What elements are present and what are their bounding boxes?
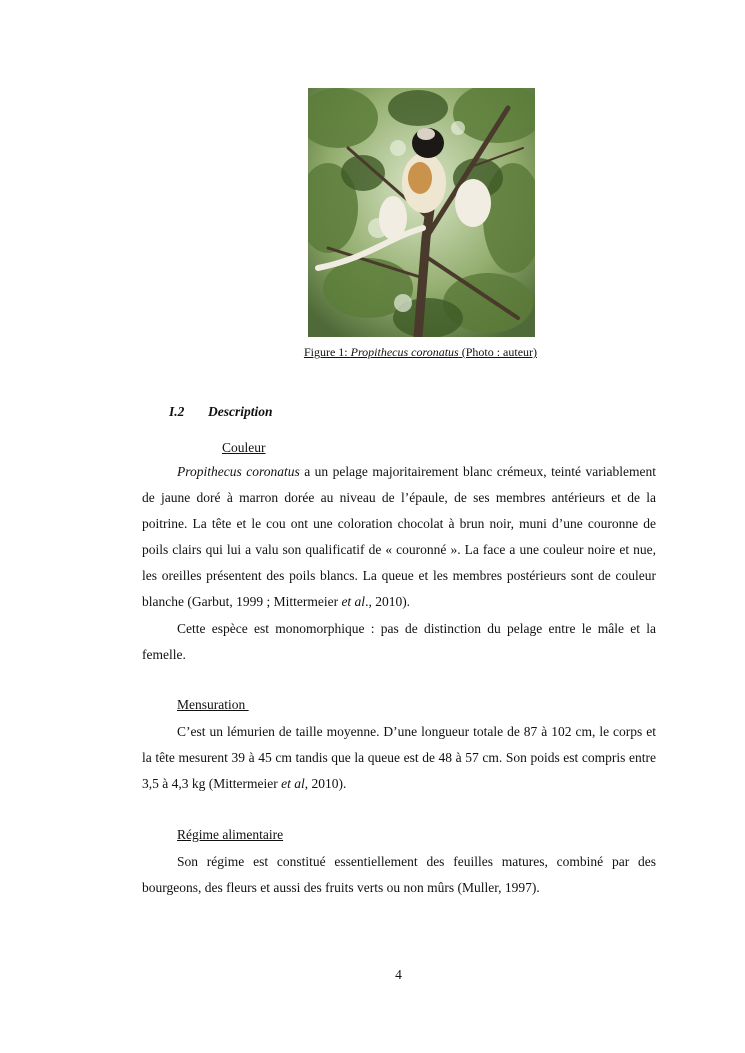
subheading-mensuration: Mensuration	[177, 697, 249, 712]
figure-photo-lemur	[308, 88, 535, 337]
paragraph-couleur	[142, 459, 656, 615]
couleur-text: a un pelage majoritairement blanc crémeux, teinté variablement de jaune doré à marron dorée au niveau de l’épaule, de ses membres antérieurs et de la poitrine. La tête et le cou ont une coloration chocolat à brun noir, muni d’une couronne de poils clairs qui lui a valu son qualificatif de « couronné ». La face a une couleur noire et nue, les oreilles présentent des poils blancs. La queue et les membres postérieurs sont de couleur blanche (Garbut, 1999 ; Mittermeier	[142, 464, 656, 609]
caption-suffix: (Photo : auteur)	[458, 345, 538, 359]
mensuration-citation-end: , 2010).	[304, 776, 347, 791]
et-al: et al	[281, 776, 305, 791]
lemur-in-tree-illustration	[308, 88, 535, 337]
et-al: et al	[341, 594, 366, 609]
subheading-regime: Régime alimentaire	[177, 827, 284, 842]
section-heading	[169, 404, 273, 420]
section-title: Description	[208, 404, 273, 419]
couleur-citation-end: ., 2010).	[365, 594, 411, 609]
caption-species: Propithecus coronatus	[350, 345, 459, 359]
mensuration-text: C’est un lémurien de taille moyenne. D’une longueur totale de 87 à 102 cm, le corps et la tête mesurent 39 à 45 cm tandis que la queue est de 48 à 57 cm. Son poids est compris entre 3,5 à 4,3 kg (Mittermeier	[142, 724, 656, 791]
caption-prefix: Figure 1:	[303, 345, 351, 359]
paragraph-mensuration	[142, 719, 656, 797]
page-number: 4	[395, 967, 402, 982]
species-name: Propithecus coronatus	[177, 464, 300, 479]
subheading-couleur: Couleur	[222, 440, 266, 455]
paragraph-monomorphique: Cette espèce est monomorphique : pas de distinction du pelage entre le mâle et la femelle.	[142, 621, 656, 662]
section-number: I.2	[169, 404, 185, 419]
figure-caption	[0, 345, 745, 360]
paragraph-regime: Son régime est constitué essentiellement des feuilles matures, combiné par des bourgeons, des fleurs et aussi des fruits verts ou non mûrs (Muller, 1997).	[142, 854, 656, 895]
